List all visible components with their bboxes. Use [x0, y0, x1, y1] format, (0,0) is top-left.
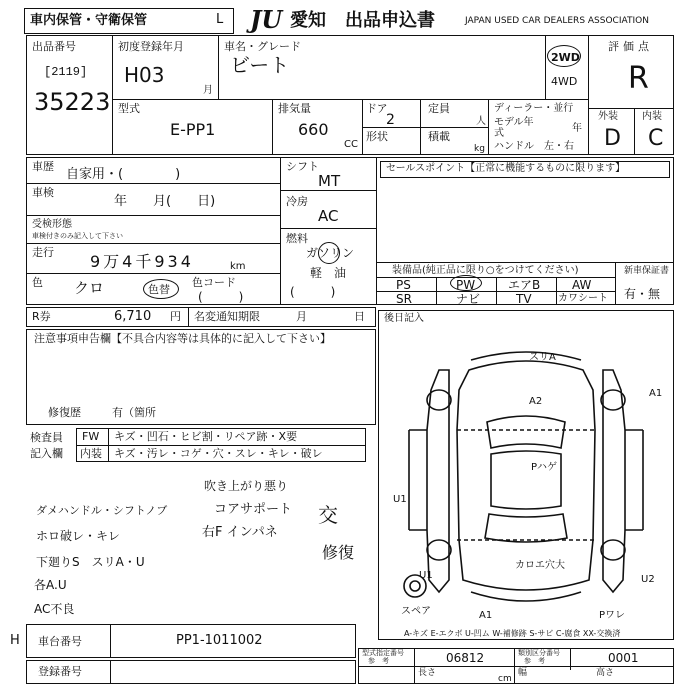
inspection-value: 年 月( 日): [114, 194, 216, 209]
color-code-label: 色コード: [192, 276, 236, 289]
handwritten-note: 右F インパネ: [202, 525, 278, 540]
deadline-month: 月: [296, 310, 307, 323]
inspector-row2: キズ・汚レ・コゲ・穴・スレ・キレ・破レ: [114, 447, 323, 460]
rear-bumper: [471, 592, 581, 601]
shape-label: 形状: [366, 130, 388, 143]
mark-label: Pワレ: [599, 610, 626, 621]
color-label: 色: [32, 276, 43, 289]
chassis-label: 車台番号: [38, 635, 82, 648]
year-unit: 年: [572, 123, 582, 134]
capacity-unit: 人: [476, 116, 486, 127]
displacement-label: 排気量: [278, 102, 311, 115]
mark-label: A2: [529, 396, 543, 407]
reg-label: 登録番号: [38, 665, 82, 678]
right-side-panels: [625, 430, 643, 530]
repair-value: 有（箇所: [112, 406, 156, 419]
handwritten-note: 下廻りS スリA・U: [36, 555, 145, 569]
diagram-legend: A-キズ E-エクボ U-凹ム W-補修跡 S-サビ C-腐食 XX-交換済: [404, 629, 621, 638]
color-change: 色替: [148, 283, 170, 296]
handwritten-note: ダメハンドル・シフトノブ: [36, 504, 168, 517]
doors-label: ドア: [366, 102, 388, 115]
rating-label: 評価点: [608, 40, 653, 53]
first-reg-value: H03: [124, 63, 165, 87]
car-name-value: ビート: [230, 53, 290, 77]
cooling-value: AC: [318, 207, 339, 225]
mark-label: U1: [419, 570, 433, 581]
handwritten-note: AC不良: [34, 602, 75, 616]
handle-label: ハンドル 左・右: [494, 141, 574, 152]
first-reg-month: 月: [203, 85, 213, 96]
tax-label: R券: [32, 310, 51, 323]
storage-label: 車内保管・守衛保管: [30, 13, 148, 28]
mark-label: スリA: [529, 352, 556, 363]
inspector-row1: キズ・凹石・ヒビ割・リペア跡・X要: [114, 430, 298, 443]
cooling-label: 冷房: [286, 195, 308, 208]
fuel-gas: ガソリン: [306, 246, 355, 260]
warranty-label: 新車保証書: [624, 266, 670, 276]
cm-unit: cm: [498, 674, 512, 684]
model-value: E-PP1: [170, 120, 216, 139]
category-value: 0001: [608, 651, 639, 665]
mark-label: A1: [479, 610, 493, 621]
rear-window: [485, 514, 567, 542]
ju-logo: JU: [250, 5, 283, 34]
mileage-value: 9万4千934: [90, 252, 194, 271]
accept-label: 受検形態: [32, 219, 72, 230]
mark-label: A1: [649, 388, 663, 399]
mark-label: Pハゲ: [531, 462, 558, 473]
model-label: 型式: [118, 102, 140, 115]
doors-value: 2: [386, 112, 395, 128]
fuel-diesel: 軽 油: [310, 266, 347, 280]
model-year-label: モデル年式: [494, 117, 534, 139]
load-label: 積載: [428, 130, 450, 143]
car-name-label: 車名・グレード: [224, 40, 301, 53]
form-title: 出品申込書: [345, 10, 435, 31]
car-damage-diagram: [379, 330, 673, 640]
mileage-label: 走行: [32, 246, 54, 259]
fuel-label: 燃料: [286, 232, 308, 245]
org-name: 愛知: [290, 10, 326, 31]
wheel-rr: [601, 540, 625, 560]
deadline-day: 日: [354, 310, 365, 323]
left-side-panels: [409, 430, 427, 530]
length-label: 長さ: [418, 668, 437, 678]
sales-point-label: セールスポイント【正常に機能するものに限ります】: [386, 163, 626, 174]
four-wd: 4WD: [551, 75, 578, 88]
designation-sub: 参 考: [368, 657, 389, 665]
cc-unit: CC: [344, 139, 358, 150]
mark-label: スペア: [401, 606, 431, 617]
equip-ps: PS: [396, 278, 411, 292]
tax-value: 6,710: [114, 309, 152, 324]
inspector-row1-head: FW: [82, 430, 100, 443]
inspection-label: 車検: [32, 186, 54, 199]
fuel-blank: ( ): [290, 285, 336, 299]
equip-kawa-seat: カワシート: [558, 293, 608, 304]
designation-label: 型式指定番号: [362, 649, 404, 657]
exterior-value: D: [604, 126, 621, 151]
first-reg-label: 初度登録年月: [118, 40, 184, 53]
handwritten-note: 交: [318, 503, 338, 527]
dealer-label: ディーラー・並行: [494, 103, 574, 114]
handwritten-note: 各A.U: [34, 578, 67, 592]
mark-label: カロエ穴大: [515, 560, 565, 571]
displacement-value: 660: [298, 120, 329, 139]
two-wd-circle: [547, 45, 581, 67]
record-label: 記入欄: [30, 447, 63, 460]
interior-label: 内装: [642, 111, 662, 122]
roof: [491, 451, 561, 509]
color-value: クロ: [74, 279, 105, 297]
interior-value: C: [648, 126, 664, 151]
equip-airbag: エアB: [508, 278, 541, 292]
chassis-value: PP1-1011002: [176, 633, 263, 648]
rating-value: R: [628, 61, 649, 96]
association-name: JAPAN USED CAR DEALERS ASSOCIATION: [465, 16, 649, 26]
notes-label: 注意事項申告欄【不具合内容等は具体的に記入して下さい】: [34, 332, 331, 345]
post-fill-label: 後日記入: [384, 313, 424, 324]
storage-mark: L: [216, 12, 224, 27]
equip-sr: SR: [396, 292, 412, 306]
shift-value: MT: [318, 172, 341, 190]
inspector-label: 検査員: [30, 431, 63, 444]
front-bumper: [471, 352, 581, 360]
handwritten-note: ホロ破レ・キレ: [36, 529, 120, 543]
two-wd: 2WD: [551, 51, 580, 64]
history-label: 車歴: [32, 160, 54, 173]
shift-label: シフト: [286, 160, 319, 173]
handwritten-note: 修復: [322, 543, 355, 562]
h-mark: H: [10, 633, 20, 648]
mark-label: U2: [641, 574, 655, 585]
accept-note: 車検付きのみ記入して下さい: [32, 232, 123, 240]
equip-tv: TV: [516, 292, 532, 306]
handwritten-note: コアサポート: [214, 502, 293, 517]
equip-pw-circle: [450, 275, 482, 291]
color-change-circle: [143, 279, 179, 299]
km-unit: km: [230, 261, 246, 272]
designation-value: 06812: [446, 651, 485, 665]
deadline-label: 名変通知期限: [194, 310, 260, 323]
history-value: 自家用・( ): [66, 167, 181, 182]
windshield: [487, 416, 565, 448]
kg-unit: kg: [474, 144, 485, 154]
repair-label: 修復歴: [48, 406, 81, 419]
category-sub: 参 考: [524, 657, 545, 665]
equip-navi: ナビ: [456, 292, 481, 306]
handwritten-note: 吹き上がり悪り: [204, 479, 289, 493]
equipment-label: 装備品(純正品に限り○をつけてください): [392, 265, 579, 276]
exterior-label: 外装: [598, 111, 618, 122]
car-outline-top: [457, 361, 595, 590]
equip-pw: PW: [456, 278, 476, 292]
mark-label: U1: [393, 494, 407, 505]
tax-unit: 円: [170, 310, 181, 323]
width-label: 幅: [518, 668, 528, 678]
capacity-label: 定員: [428, 102, 450, 115]
equip-aw: AW: [572, 278, 592, 292]
lot-label: 出品番号: [32, 40, 76, 53]
category-label: 類別区分番号: [518, 649, 560, 657]
height-label: 高さ: [596, 668, 615, 678]
color-code-value: ( ): [198, 290, 244, 304]
inspector-row2-head: 内装: [80, 447, 102, 460]
lot-number: 35223: [34, 88, 111, 116]
lot-code: [2119]: [44, 65, 88, 79]
fuel-gas-circle: [318, 242, 340, 264]
wheel-rl: [427, 540, 451, 560]
warranty-value: 有・無: [624, 287, 661, 301]
